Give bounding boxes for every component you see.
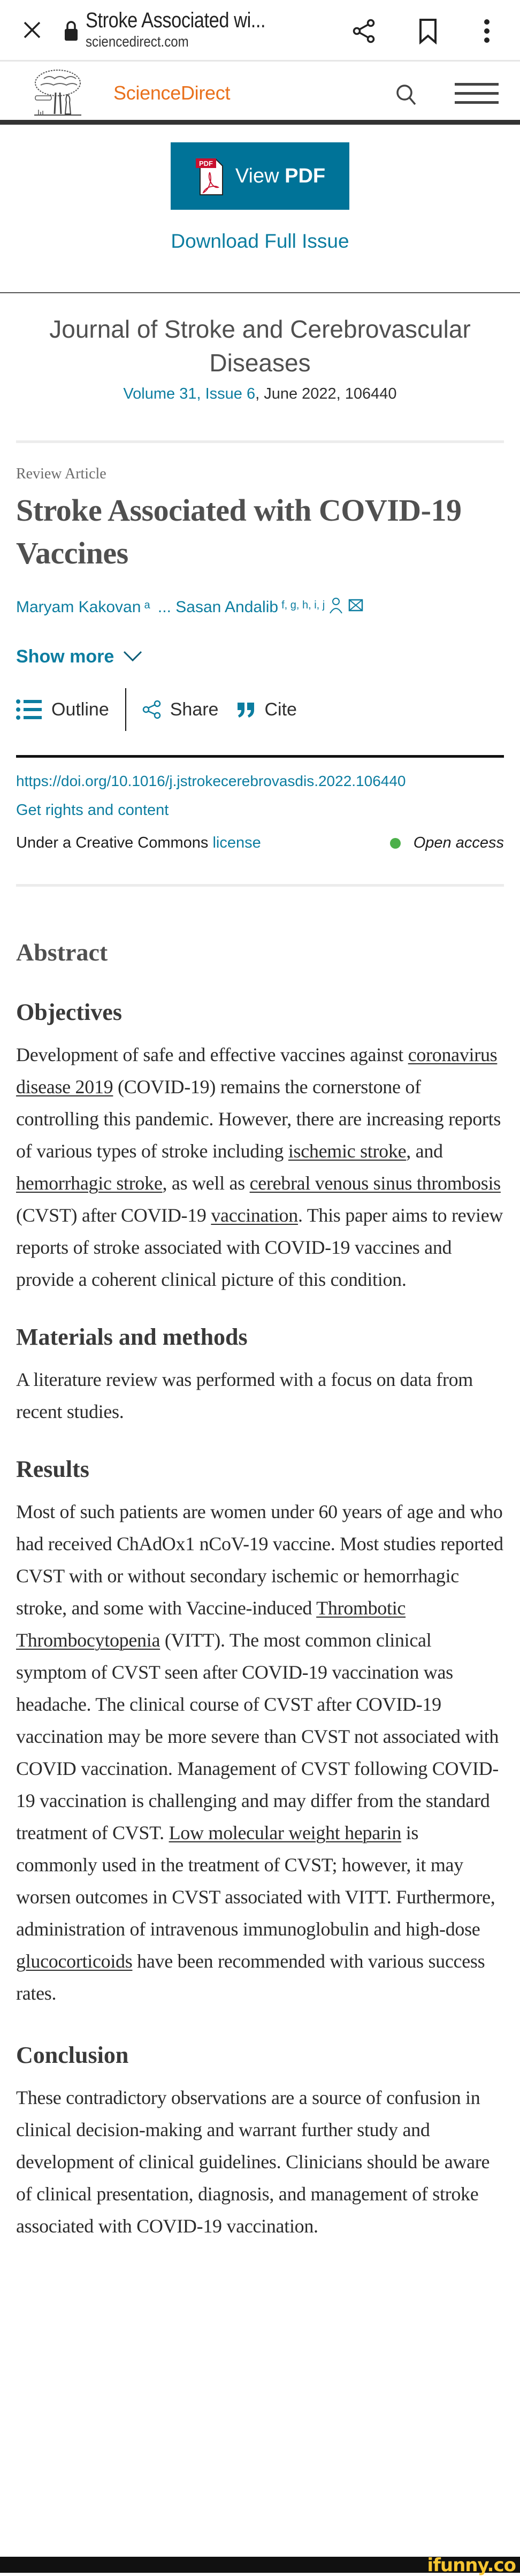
url-bar[interactable]: [86, 9, 520, 51]
person-icon[interactable]: [329, 596, 343, 619]
quote-icon: [236, 700, 256, 719]
site-header: [0, 62, 520, 125]
glossary-link[interactable]: Low molecular weight heparin: [169, 1822, 402, 1843]
outline-label: Outline: [51, 699, 109, 720]
author-affiliation[interactable]: f, g, h, i, j: [281, 599, 325, 611]
glossary-link[interactable]: vaccination: [211, 1205, 298, 1226]
author-link[interactable]: Maryam Kakovan: [16, 598, 141, 616]
more-vert-icon: [481, 18, 492, 44]
share-article-button[interactable]: [142, 699, 219, 720]
open-access-dot-icon: [390, 838, 401, 849]
volume-link[interactable]: Volume 31: [123, 385, 197, 402]
glossary-link[interactable]: Thrombotic Thrombocytopenia: [16, 1597, 406, 1651]
divider: [16, 440, 504, 443]
glossary-link[interactable]: glucocorticoids: [16, 1950, 133, 1972]
view-pdf-label: View PDF: [235, 164, 326, 187]
url-domain: sciencedirect.com: [86, 33, 189, 50]
close-tab-button[interactable]: [21, 19, 43, 41]
glossary-link[interactable]: cerebral venous sinus thrombosis: [249, 1172, 501, 1194]
view-pdf-button[interactable]: [171, 142, 349, 210]
divider: [16, 755, 504, 758]
journal-meta: Volume 31, Issue 6, June 2022, 106440: [123, 385, 397, 402]
glossary-link[interactable]: ischemic stroke: [288, 1140, 407, 1162]
menu-button[interactable]: [455, 83, 499, 104]
share-label: Share: [170, 699, 219, 720]
license-link[interactable]: license: [212, 834, 261, 851]
show-more-button[interactable]: [16, 646, 143, 667]
lock-icon: [64, 18, 78, 42]
abstract-paragraph: A literature review was performed with a focus on data from recent studies.: [16, 1369, 473, 1422]
license-text: Under a Creative Commons license: [16, 834, 261, 851]
watermark-bar: [0, 2555, 520, 2576]
email-icon[interactable]: [348, 598, 363, 616]
author-affiliation[interactable]: a: [144, 599, 150, 611]
author-list: [16, 596, 504, 619]
elsevier-tree-logo[interactable]: [33, 69, 83, 117]
sciencedirect-brand[interactable]: ScienceDirect: [113, 82, 231, 104]
search-button[interactable]: [395, 83, 418, 106]
pdf-badge-text: PDF: [198, 159, 213, 167]
cite-label: Cite: [264, 699, 297, 720]
cite-button[interactable]: [236, 699, 296, 720]
share-icon: [142, 700, 162, 719]
article-toolbar: [16, 688, 504, 731]
bookmark-icon: [417, 18, 439, 44]
list-icon: [16, 699, 43, 720]
outline-button[interactable]: [16, 699, 109, 720]
article-title: Stroke Associated with COVID-19 Vaccines: [16, 493, 462, 570]
journal-info: [0, 293, 520, 405]
toolbar-divider: [125, 688, 126, 731]
author-link[interactable]: Sasan Andalib: [175, 598, 279, 616]
share-icon: [350, 18, 377, 44]
authors-ellipsis: ...: [153, 598, 176, 616]
abstract-paragraph: These contradictory observations are a source of confusion in clinical decision-making and warrant further study and development of clinical guidelines. Clinicians should be aware of clinical presentation, diagnosis, and management of stroke associated with COVID-19 vaccination.: [16, 2087, 490, 2237]
abstract-section-heading: Results: [16, 1456, 89, 1482]
doi-link[interactable]: https://doi.org/10.1016/j.jstrokecerebrovasdis.2022.106440: [16, 773, 406, 789]
abstract-section-heading: Materials and methods: [16, 1324, 248, 1350]
search-icon: [395, 83, 418, 106]
issue-link[interactable]: Issue 6: [205, 385, 256, 402]
license-row: [16, 834, 504, 852]
browser-toolbar: [0, 0, 520, 62]
bookmark-button[interactable]: [412, 15, 444, 47]
article-type: Review Article: [16, 466, 106, 482]
abstract-paragraph: Most of such patients are women under 60 years of age and who had received ChAdOx1 nCoV-19 vaccine. Most studies reported CVST with or without secondary ischemic or hemorrhagic stroke, and some with Vaccine-induced Thrombotic Thrombocytopenia (VITT). The most common clinical symptom of CVST seen after COVID-19 vaccination was headache. The clinical course of CVST after COVID-19 vaccination may be more severe than CVST not associated with COVID vaccination. Management of CVST following COVID-19 vaccination is challenging and may differ from the standard treatment of CVST. Low molecular weight heparin is commonly used in the treatment of CVST; however, it may worsen outcomes in CVST associated with VITT. Furthermore, administration of intravenous immunoglobulin and high-dose glucocorticoids have been recommended with various success rates.: [16, 1501, 503, 2004]
close-icon: [23, 21, 41, 39]
show-more-label: Show more: [16, 646, 114, 667]
abstract-section-heading: Objectives: [16, 999, 122, 1025]
abstract-heading: Abstract: [16, 939, 108, 966]
tab-title: Stroke Associated wi...: [86, 9, 266, 32]
more-options-button[interactable]: [471, 15, 503, 47]
journal-name[interactable]: Journal of Stroke and Cerebrovascular Diseases: [49, 315, 471, 377]
glossary-link[interactable]: coronavirus disease 2019: [16, 1044, 498, 1098]
share-button[interactable]: [348, 15, 380, 47]
divider: [16, 884, 504, 887]
chevron-down-icon: [123, 646, 143, 667]
pdf-file-icon: [195, 156, 225, 196]
open-access-badge: Open access: [390, 834, 504, 852]
hamburger-menu-icon: [455, 83, 499, 104]
ifunny-watermark: ifunny.co: [427, 2555, 516, 2576]
glossary-link[interactable]: hemorrhagic stroke: [16, 1172, 163, 1194]
abstract-body: [16, 999, 504, 2242]
date-article-number: , June 2022, 106440: [255, 385, 397, 402]
abstract-section-heading: Conclusion: [16, 2042, 129, 2068]
download-section: [0, 125, 520, 293]
download-full-issue-link[interactable]: Download Full Issue: [171, 230, 349, 252]
abstract-paragraph: Development of safe and effective vaccines against coronavirus disease 2019 (COVID-19) remains the cornerstone of controlling this pandemic. However, there are increasing reports of various types of stroke including ischemic stroke, and hemorrhagic stroke, as well as cerebral venous sinus thrombosis (CVST) after COVID-19 vaccination. This paper aims to review reports of stroke associated with COVID-19 vaccines and provide a coherent clinical picture of this condition.: [16, 1044, 503, 1290]
rights-link[interactable]: Get rights and content: [16, 802, 169, 819]
